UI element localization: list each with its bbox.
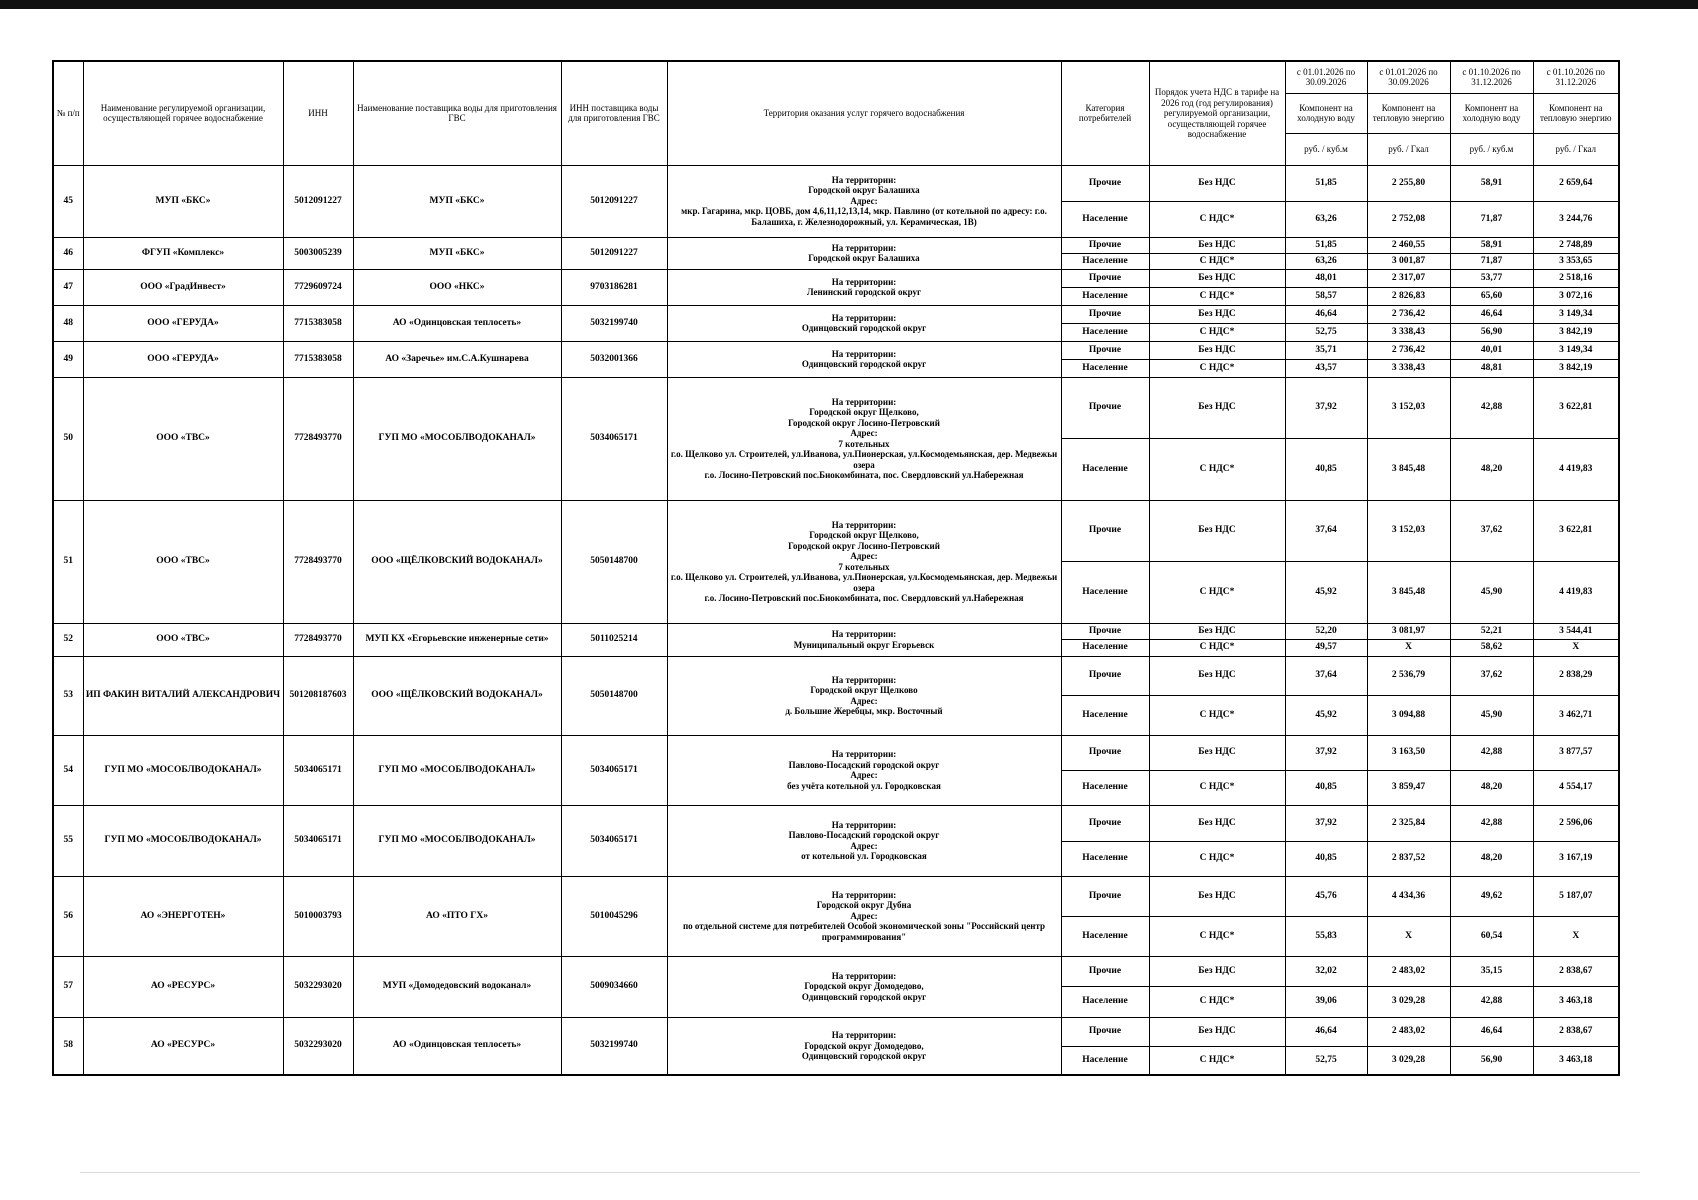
inn-cell: 7728493770: [283, 500, 353, 623]
territory-cell: На территории: Ленинский городской округ: [667, 269, 1061, 305]
value-cell: 58,62: [1450, 639, 1533, 656]
value-cell: 45,90: [1450, 695, 1533, 735]
value-cell: 3 244,76: [1533, 201, 1619, 237]
vat-cell: С НДС*: [1149, 438, 1285, 500]
territory-cell: На территории: Городской округ Домодедово, Одинцовский городской округ: [667, 956, 1061, 1017]
category-cell: Население: [1061, 438, 1149, 500]
value-cell: 58,91: [1450, 237, 1533, 253]
category-cell: Прочие: [1061, 165, 1149, 201]
category-cell: Население: [1061, 323, 1149, 341]
supplier-cell: ГУП МО «МОСОБЛВОДОКАНАЛ»: [353, 377, 561, 500]
supplier-cell: МУП КХ «Егорьевские инженерные сети»: [353, 623, 561, 656]
value-cell: 2 838,29: [1533, 656, 1619, 695]
inn-cell: 5012091227: [283, 165, 353, 237]
value-cell: 2 838,67: [1533, 956, 1619, 986]
row-number: 48: [53, 305, 83, 341]
table-row: [53, 956, 1619, 986]
value-cell: 60,54: [1450, 916, 1533, 956]
table-row: [53, 341, 1619, 359]
vat-cell: С НДС*: [1149, 323, 1285, 341]
category-cell: Прочие: [1061, 341, 1149, 359]
vat-cell: С НДС*: [1149, 287, 1285, 305]
header-period-2: с 01.01.2026 по 30.09.2026: [1367, 61, 1450, 93]
org-name-cell: ООО «ГЕРУДА»: [83, 341, 283, 377]
value-cell: 2 736,42: [1367, 341, 1450, 359]
table-row: [53, 165, 1619, 201]
supplier-cell: МУП «БКС»: [353, 237, 561, 269]
value-cell: 63,26: [1285, 201, 1367, 237]
category-cell: Население: [1061, 916, 1149, 956]
table-row: [53, 500, 1619, 561]
tariff-table-wrapper: [52, 60, 1620, 1076]
value-cell: X: [1533, 639, 1619, 656]
value-cell: 45,90: [1450, 561, 1533, 623]
value-cell: 3 094,88: [1367, 695, 1450, 735]
value-cell: 2 518,16: [1533, 269, 1619, 287]
category-cell: Население: [1061, 1046, 1149, 1075]
value-cell: 51,85: [1285, 165, 1367, 201]
value-cell: 52,75: [1285, 323, 1367, 341]
category-cell: Население: [1061, 770, 1149, 805]
header-component-4: Компонент на тепловую энергию: [1533, 93, 1619, 133]
row-number: 57: [53, 956, 83, 1017]
header-unit-4: руб. / Гкал: [1533, 133, 1619, 165]
org-name-cell: ИП ФАКИН ВИТАЛИЙ АЛЕКСАНДРОВИЧ: [83, 656, 283, 735]
inn-cell: 7729609724: [283, 269, 353, 305]
value-cell: 37,64: [1285, 656, 1367, 695]
value-cell: 3 859,47: [1367, 770, 1450, 805]
header-period-4: с 01.10.2026 по 31.12.2026: [1533, 61, 1619, 93]
value-cell: 63,26: [1285, 253, 1367, 269]
supplier-cell: ГУП МО «МОСОБЛВОДОКАНАЛ»: [353, 735, 561, 805]
category-cell: Прочие: [1061, 1017, 1149, 1046]
org-name-cell: МУП «БКС»: [83, 165, 283, 237]
inn-cell: 7715383058: [283, 305, 353, 341]
org-name-cell: ООО «ГЕРУДА»: [83, 305, 283, 341]
value-cell: 3 622,81: [1533, 500, 1619, 561]
header-org-name: Наименование регулируемой организации, осуществляющей горячее водоснабжение: [83, 61, 283, 165]
header-inn: ИНН: [283, 61, 353, 165]
category-cell: Население: [1061, 253, 1149, 269]
territory-cell: На территории: Городской округ Щелково, Городской округ Лосино-Петровский Адрес: 7 котельных г.о. Щелково ул. Строителей, ул.Иванова, ул.Пионерская, ул.Космодемьянская, дер. Медвежьи озера г.о. Лосино-Петровский пос.Биокомбината, пос. Свердловский ул.Набережная: [667, 377, 1061, 500]
row-number: 53: [53, 656, 83, 735]
row-number: 49: [53, 341, 83, 377]
supplier-inn-cell: 5009034660: [561, 956, 667, 1017]
value-cell: 2 483,02: [1367, 956, 1450, 986]
supplier-cell: АО «Заречье» им.С.А.Кушнарева: [353, 341, 561, 377]
value-cell: 37,92: [1285, 805, 1367, 841]
value-cell: 40,85: [1285, 770, 1367, 805]
value-cell: 42,88: [1450, 377, 1533, 438]
supplier-cell: АО «Одинцовская теплосеть»: [353, 1017, 561, 1075]
value-cell: 4 554,17: [1533, 770, 1619, 805]
value-cell: 56,90: [1450, 323, 1533, 341]
header-unit-2: руб. / Гкал: [1367, 133, 1450, 165]
vat-cell: С НДС*: [1149, 253, 1285, 269]
value-cell: 3 463,18: [1533, 1046, 1619, 1075]
supplier-cell: ГУП МО «МОСОБЛВОДОКАНАЛ»: [353, 805, 561, 876]
vat-cell: Без НДС: [1149, 341, 1285, 359]
value-cell: 56,90: [1450, 1046, 1533, 1075]
table-row: [53, 269, 1619, 287]
inn-cell: 5032293020: [283, 1017, 353, 1075]
value-cell: 3 845,48: [1367, 561, 1450, 623]
category-cell: Население: [1061, 841, 1149, 876]
value-cell: 3 462,71: [1533, 695, 1619, 735]
value-cell: 48,01: [1285, 269, 1367, 287]
value-cell: 42,88: [1450, 735, 1533, 770]
header-unit-3: руб. / куб.м: [1450, 133, 1533, 165]
value-cell: 4 434,36: [1367, 876, 1450, 916]
supplier-inn-cell: 5010045296: [561, 876, 667, 956]
value-cell: 39,06: [1285, 986, 1367, 1017]
value-cell: 3 463,18: [1533, 986, 1619, 1017]
value-cell: 2 536,79: [1367, 656, 1450, 695]
category-cell: Прочие: [1061, 269, 1149, 287]
scan-top-border: [0, 0, 1698, 9]
supplier-cell: МУП «БКС»: [353, 165, 561, 237]
supplier-inn-cell: 5012091227: [561, 237, 667, 269]
supplier-cell: ООО «НКС»: [353, 269, 561, 305]
vat-cell: С НДС*: [1149, 1046, 1285, 1075]
supplier-inn-cell: 5034065171: [561, 805, 667, 876]
territory-cell: На территории: Городской округ Щелково Адрес: д. Большие Жеребцы, мкр. Восточный: [667, 656, 1061, 735]
org-name-cell: ООО «ТВС»: [83, 623, 283, 656]
category-cell: Прочие: [1061, 623, 1149, 639]
value-cell: 2 736,42: [1367, 305, 1450, 323]
header-component-2: Компонент на тепловую энергию: [1367, 93, 1450, 133]
table-row: [53, 1017, 1619, 1046]
row-number: 50: [53, 377, 83, 500]
category-cell: Население: [1061, 359, 1149, 377]
territory-cell: На территории: Городской округ Дубна Адрес: по отдельной системе для потребителей Особой экономической зоны "Российский центр программирования": [667, 876, 1061, 956]
header-component-1: Компонент на холодную воду: [1285, 93, 1367, 133]
table-row: [53, 805, 1619, 841]
value-cell: 3 149,34: [1533, 305, 1619, 323]
row-number: 58: [53, 1017, 83, 1075]
supplier-cell: МУП «Домодедовский водоканал»: [353, 956, 561, 1017]
value-cell: 53,77: [1450, 269, 1533, 287]
value-cell: 37,64: [1285, 500, 1367, 561]
value-cell: 3 029,28: [1367, 986, 1450, 1017]
row-number: 45: [53, 165, 83, 237]
inn-cell: 501208187603: [283, 656, 353, 735]
header-vat: Порядок учета НДС в тарифе на 2026 год (год регулирования) регулируемой организации, осуществляющей горячее водоснабжение: [1149, 61, 1285, 165]
territory-cell: На территории: Городской округ Щелково, Городской округ Лосино-Петровский Адрес: 7 котельных г.о. Щелково ул. Строителей, ул.Иванова, ул.Пионерская, ул.Космодемьянская, дер. Медвежьи озера г.о. Лосино-Петровский пос.Биокомбината, пос. Свердловский ул.Набережная: [667, 500, 1061, 623]
value-cell: 48,20: [1450, 841, 1533, 876]
value-cell: 45,76: [1285, 876, 1367, 916]
inn-cell: 5003005239: [283, 237, 353, 269]
supplier-inn-cell: 5032199740: [561, 1017, 667, 1075]
header-component-3: Компонент на холодную воду: [1450, 93, 1533, 133]
supplier-inn-cell: 5032199740: [561, 305, 667, 341]
supplier-inn-cell: 5012091227: [561, 165, 667, 237]
value-cell: 37,92: [1285, 377, 1367, 438]
header-num: № п/п: [53, 61, 83, 165]
table-row: [53, 377, 1619, 438]
value-cell: 49,62: [1450, 876, 1533, 916]
value-cell: 3 163,50: [1367, 735, 1450, 770]
tariff-table: [52, 60, 1620, 1076]
category-cell: Население: [1061, 201, 1149, 237]
category-cell: Прочие: [1061, 377, 1149, 438]
vat-cell: Без НДС: [1149, 956, 1285, 986]
vat-cell: С НДС*: [1149, 561, 1285, 623]
vat-cell: Без НДС: [1149, 269, 1285, 287]
value-cell: 2 255,80: [1367, 165, 1450, 201]
value-cell: 2 325,84: [1367, 805, 1450, 841]
value-cell: 46,64: [1450, 1017, 1533, 1046]
vat-cell: С НДС*: [1149, 986, 1285, 1017]
supplier-cell: АО «ПТО ГХ»: [353, 876, 561, 956]
value-cell: 45,92: [1285, 695, 1367, 735]
value-cell: 3 622,81: [1533, 377, 1619, 438]
category-cell: Население: [1061, 695, 1149, 735]
vat-cell: С НДС*: [1149, 695, 1285, 735]
value-cell: 49,57: [1285, 639, 1367, 656]
value-cell: 3 001,87: [1367, 253, 1450, 269]
territory-cell: На территории: Одинцовский городской округ: [667, 341, 1061, 377]
value-cell: 2 826,83: [1367, 287, 1450, 305]
row-number: 46: [53, 237, 83, 269]
value-cell: 4 419,83: [1533, 561, 1619, 623]
row-number: 55: [53, 805, 83, 876]
value-cell: 48,20: [1450, 438, 1533, 500]
header-period-3: с 01.10.2026 по 31.12.2026: [1450, 61, 1533, 93]
supplier-inn-cell: 5032001366: [561, 341, 667, 377]
value-cell: 3 842,19: [1533, 323, 1619, 341]
value-cell: 3 029,28: [1367, 1046, 1450, 1075]
table-row: [53, 623, 1619, 639]
org-name-cell: АО «РЕСУРС»: [83, 1017, 283, 1075]
org-name-cell: АО «РЕСУРС»: [83, 956, 283, 1017]
territory-cell: На территории: Павлово-Посадский городской округ Адрес: без учёта котельной ул. Городковская: [667, 735, 1061, 805]
value-cell: 46,64: [1285, 305, 1367, 323]
territory-cell: На территории: Одинцовский городской округ: [667, 305, 1061, 341]
inn-cell: 7728493770: [283, 623, 353, 656]
supplier-inn-cell: 5034065171: [561, 735, 667, 805]
value-cell: 3 149,34: [1533, 341, 1619, 359]
value-cell: 3 152,03: [1367, 377, 1450, 438]
value-cell: 2 837,52: [1367, 841, 1450, 876]
value-cell: 2 838,67: [1533, 1017, 1619, 1046]
value-cell: 65,60: [1450, 287, 1533, 305]
org-name-cell: ООО «ГрадИнвест»: [83, 269, 283, 305]
table-body: [53, 165, 1619, 1075]
header-unit-1: руб. / куб.м: [1285, 133, 1367, 165]
vat-cell: Без НДС: [1149, 500, 1285, 561]
inn-cell: 5032293020: [283, 956, 353, 1017]
value-cell: 42,88: [1450, 805, 1533, 841]
territory-cell: На территории: Городской округ Балашиха Адрес: мкр. Гагарина, мкр. ЦОВБ, дом 4,6,11,12,13,14, мкр. Павлино (от котельной по адресу: г.о. Балашиха, г. Железнодорожный, ул. Керамическая, 1В): [667, 165, 1061, 237]
value-cell: 35,15: [1450, 956, 1533, 986]
value-cell: 40,85: [1285, 841, 1367, 876]
value-cell: 37,62: [1450, 656, 1533, 695]
value-cell: 40,85: [1285, 438, 1367, 500]
table-row: [53, 735, 1619, 770]
category-cell: Прочие: [1061, 500, 1149, 561]
inn-cell: 5034065171: [283, 805, 353, 876]
vat-cell: Без НДС: [1149, 377, 1285, 438]
inn-cell: 5034065171: [283, 735, 353, 805]
value-cell: X: [1367, 639, 1450, 656]
category-cell: Население: [1061, 287, 1149, 305]
row-number: 56: [53, 876, 83, 956]
org-name-cell: ГУП МО «МОСОБЛВОДОКАНАЛ»: [83, 735, 283, 805]
supplier-inn-cell: 9703186281: [561, 269, 667, 305]
value-cell: 2 748,89: [1533, 237, 1619, 253]
category-cell: Население: [1061, 561, 1149, 623]
territory-cell: На территории: Муниципальный округ Егорьевск: [667, 623, 1061, 656]
vat-cell: Без НДС: [1149, 623, 1285, 639]
category-cell: Прочие: [1061, 805, 1149, 841]
vat-cell: Без НДС: [1149, 305, 1285, 323]
vat-cell: Без НДС: [1149, 656, 1285, 695]
org-name-cell: АО «ЭНЕРГОТЕН»: [83, 876, 283, 956]
vat-cell: Без НДС: [1149, 735, 1285, 770]
territory-cell: На территории: Городской округ Балашиха: [667, 237, 1061, 269]
row-number: 54: [53, 735, 83, 805]
value-cell: 58,91: [1450, 165, 1533, 201]
value-cell: 52,21: [1450, 623, 1533, 639]
inn-cell: 5010003793: [283, 876, 353, 956]
value-cell: 35,71: [1285, 341, 1367, 359]
supplier-inn-cell: 5050148700: [561, 500, 667, 623]
org-name-cell: ООО «ТВС»: [83, 377, 283, 500]
value-cell: 46,64: [1450, 305, 1533, 323]
category-cell: Прочие: [1061, 956, 1149, 986]
value-cell: 3 845,48: [1367, 438, 1450, 500]
scan-artifact-line: [80, 1172, 1640, 1173]
org-name-cell: ФГУП «Комплекс»: [83, 237, 283, 269]
vat-cell: С НДС*: [1149, 841, 1285, 876]
value-cell: 2 460,55: [1367, 237, 1450, 253]
value-cell: 42,88: [1450, 986, 1533, 1017]
row-number: 51: [53, 500, 83, 623]
table-row: [53, 305, 1619, 323]
category-cell: Прочие: [1061, 656, 1149, 695]
value-cell: 5 187,07: [1533, 876, 1619, 916]
vat-cell: С НДС*: [1149, 359, 1285, 377]
value-cell: 3 152,03: [1367, 500, 1450, 561]
value-cell: 3 353,65: [1533, 253, 1619, 269]
table-row: [53, 237, 1619, 253]
supplier-inn-cell: 5034065171: [561, 377, 667, 500]
vat-cell: Без НДС: [1149, 876, 1285, 916]
value-cell: 46,64: [1285, 1017, 1367, 1046]
value-cell: 71,87: [1450, 253, 1533, 269]
table-row: [53, 876, 1619, 916]
value-cell: 2 659,64: [1533, 165, 1619, 201]
inn-cell: 7728493770: [283, 377, 353, 500]
vat-cell: Без НДС: [1149, 1017, 1285, 1046]
value-cell: 3 544,41: [1533, 623, 1619, 639]
header-category: Категория потребителей: [1061, 61, 1149, 165]
vat-cell: С НДС*: [1149, 770, 1285, 805]
value-cell: 40,01: [1450, 341, 1533, 359]
value-cell: 2 752,08: [1367, 201, 1450, 237]
value-cell: 71,87: [1450, 201, 1533, 237]
supplier-cell: ООО «ЩЁЛКОВСКИЙ ВОДОКАНАЛ»: [353, 656, 561, 735]
value-cell: 3 842,19: [1533, 359, 1619, 377]
vat-cell: С НДС*: [1149, 201, 1285, 237]
value-cell: 48,81: [1450, 359, 1533, 377]
value-cell: 58,57: [1285, 287, 1367, 305]
vat-cell: С НДС*: [1149, 639, 1285, 656]
category-cell: Население: [1061, 639, 1149, 656]
org-name-cell: ГУП МО «МОСОБЛВОДОКАНАЛ»: [83, 805, 283, 876]
territory-cell: На территории: Городской округ Домодедово, Одинцовский городской округ: [667, 1017, 1061, 1075]
value-cell: 3 338,43: [1367, 359, 1450, 377]
category-cell: Прочие: [1061, 735, 1149, 770]
header-territory: Территория оказания услуг горячего водоснабжения: [667, 61, 1061, 165]
value-cell: 3 877,57: [1533, 735, 1619, 770]
vat-cell: Без НДС: [1149, 805, 1285, 841]
value-cell: 3 338,43: [1367, 323, 1450, 341]
value-cell: 3 072,16: [1533, 287, 1619, 305]
supplier-inn-cell: 5050148700: [561, 656, 667, 735]
value-cell: 55,83: [1285, 916, 1367, 956]
header-supplier: Наименование поставщика воды для приготовления ГВС: [353, 61, 561, 165]
value-cell: X: [1367, 916, 1450, 956]
value-cell: 45,92: [1285, 561, 1367, 623]
inn-cell: 7715383058: [283, 341, 353, 377]
header-period-1: с 01.01.2026 по 30.09.2026: [1285, 61, 1367, 93]
org-name-cell: ООО «ТВС»: [83, 500, 283, 623]
table-row: [53, 656, 1619, 695]
value-cell: 48,20: [1450, 770, 1533, 805]
value-cell: X: [1533, 916, 1619, 956]
value-cell: 4 419,83: [1533, 438, 1619, 500]
value-cell: 37,92: [1285, 735, 1367, 770]
value-cell: 52,20: [1285, 623, 1367, 639]
value-cell: 51,85: [1285, 237, 1367, 253]
value-cell: 37,62: [1450, 500, 1533, 561]
value-cell: 2 596,06: [1533, 805, 1619, 841]
territory-cell: На территории: Павлово-Посадский городской округ Адрес: от котельной ул. Городковская: [667, 805, 1061, 876]
table-header: [53, 61, 1619, 165]
value-cell: 2 317,07: [1367, 269, 1450, 287]
vat-cell: Без НДС: [1149, 237, 1285, 253]
category-cell: Прочие: [1061, 237, 1149, 253]
category-cell: Прочие: [1061, 305, 1149, 323]
category-cell: Население: [1061, 986, 1149, 1017]
header-supplier-inn: ИНН поставщика воды для приготовления ГВС: [561, 61, 667, 165]
supplier-cell: АО «Одинцовская теплосеть»: [353, 305, 561, 341]
row-number: 52: [53, 623, 83, 656]
value-cell: 43,57: [1285, 359, 1367, 377]
value-cell: 32,02: [1285, 956, 1367, 986]
value-cell: 3 167,19: [1533, 841, 1619, 876]
vat-cell: Без НДС: [1149, 165, 1285, 201]
category-cell: Прочие: [1061, 876, 1149, 916]
value-cell: 52,75: [1285, 1046, 1367, 1075]
row-number: 47: [53, 269, 83, 305]
value-cell: 3 081,97: [1367, 623, 1450, 639]
supplier-cell: ООО «ЩЁЛКОВСКИЙ ВОДОКАНАЛ»: [353, 500, 561, 623]
vat-cell: С НДС*: [1149, 916, 1285, 956]
value-cell: 2 483,02: [1367, 1017, 1450, 1046]
supplier-inn-cell: 5011025214: [561, 623, 667, 656]
